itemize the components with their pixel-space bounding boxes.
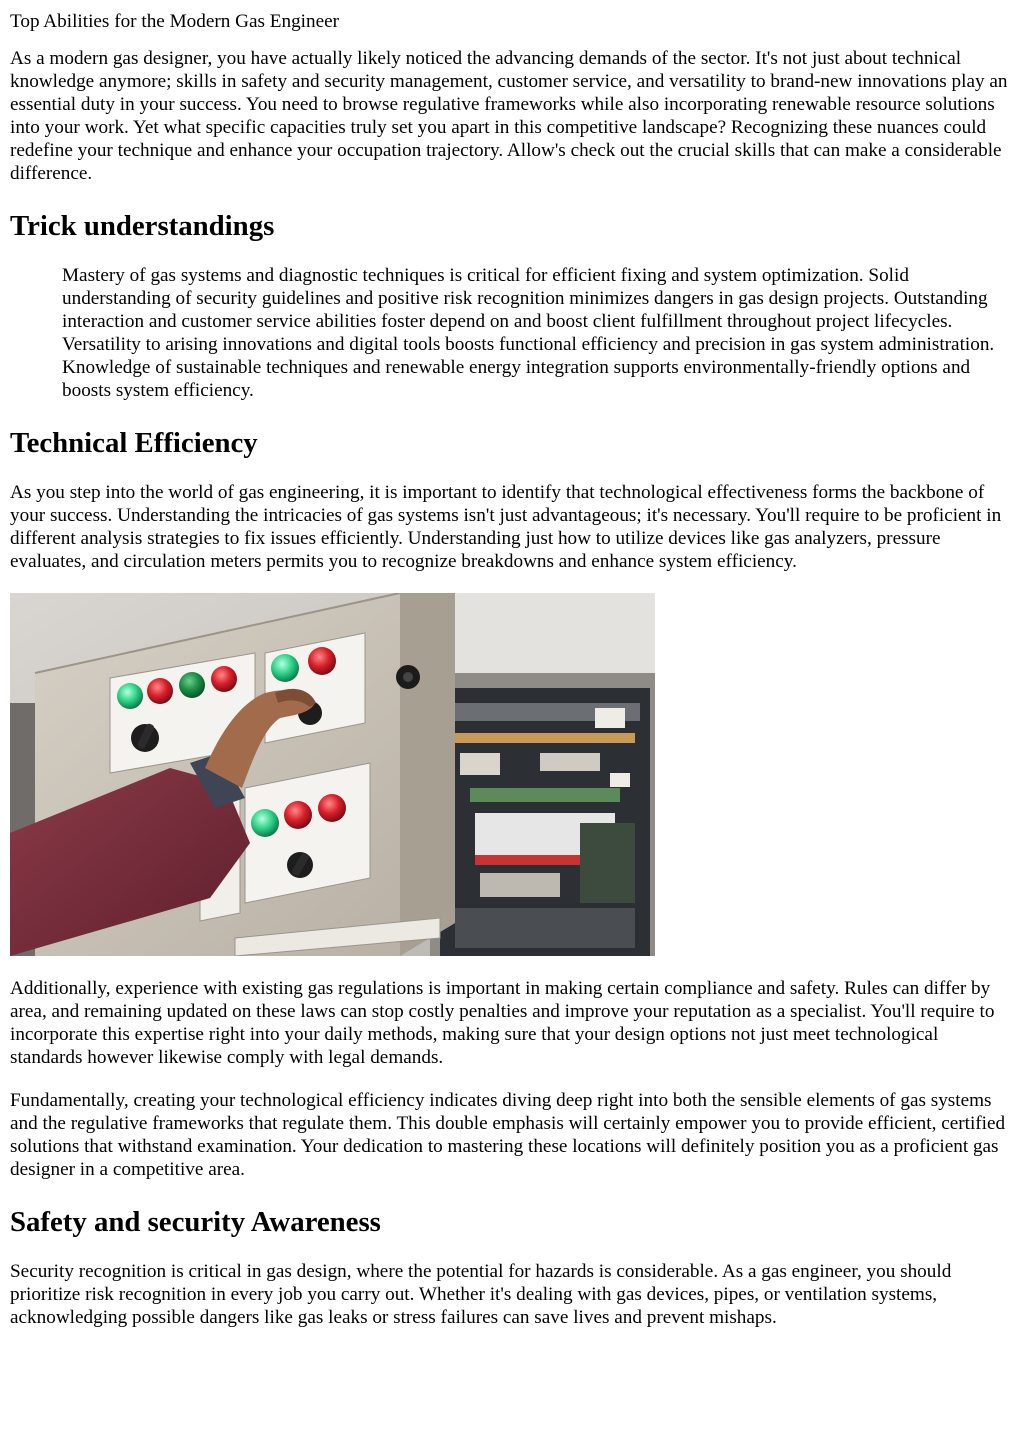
- section-heading-key-takeaways: Trick understandings: [10, 210, 275, 242]
- technical-paragraph-2: Additionally, experience with existing gas regulations is important in making certain compliance and safety. Rules can differ by area, and remaining updated on these laws can stop costly penalties and improve your reputation as a specialist. You'll require to incorporate this expertise right into your daily methods, making sure that your design options not just meet technological standards however likewise comply with legal demands.: [10, 978, 995, 1068]
- intro-paragraph: As a modern gas designer, you have actually likely noticed the advancing demands of the sector. It's not just about technical knowledge anymore; skills in safety and security management, customer service, and versatility to brand-new innovations play an essential duty in your success. You need to browse regulative frameworks while also incorporating renewable resource solutions into your work. Yet what specific capacities truly set you apart in this competitive landscape? Recognizing these nuances could redefine your technique and enhance your occupation trajectory. Allow's check out the crucial skills that can make a considerable difference.: [10, 48, 1008, 184]
- control-panel-illustration: [10, 593, 655, 956]
- safety-paragraph-1: Security recognition is critical in gas design, where the potential for hazards is considerable. As a gas engineer, you should prioritize risk recognition in every job you carry out. Whether it's dealing with gas devices, pipes, or ventilation systems, acknowledging possible dangers like gas leaks or stress failures can save lives and prevent mishaps.: [10, 1261, 952, 1328]
- section-heading-technical-efficiency: Technical Efficiency: [10, 427, 258, 459]
- key-takeaways-quote: Mastery of gas systems and diagnostic techniques is critical for efficient fixing and system optimization. Solid understanding of security guidelines and positive risk recognition minimizes dangers in gas design projects. Outstanding interaction and customer service abilities foster depend on and boost client fulfillment throughout project lifecycles. Versatility to arising innovations and digital tools boosts functional efficiency and precision in gas system administration. Knowledge of sustainable techniques and renewable energy integration supports environmentally-friendly options and boosts system efficiency.: [62, 265, 995, 401]
- technical-paragraph-3: Fundamentally, creating your technological efficiency indicates diving deep right into both the sensible elements of gas systems and the regulative frameworks that regulate them. This double emphasis will certainly empower you to provide efficient, certified solutions that withstand examination. Your dedication to mastering these locations will definitely position you as a proficient gas designer in a competitive area.: [10, 1090, 1006, 1180]
- section-heading-safety-awareness: Safety and security Awareness: [10, 1206, 381, 1238]
- technical-paragraph-1: As you step into the world of gas engineering, it is important to identify that technological effectiveness forms the backbone of your success. Understanding the intricacies of gas systems isn't just advantageous; it's necessary. You'll require to be proficient in different analysis strategies to fix issues efficiently. Understanding just how to utilize devices like gas analyzers, pressure evaluates, and circulation meters permits you to recognize breakdowns and enhance system efficiency.: [10, 482, 1002, 572]
- document-title: Top Abilities for the Modern Gas Engineer: [10, 11, 340, 32]
- control-panel-photo: [10, 593, 655, 956]
